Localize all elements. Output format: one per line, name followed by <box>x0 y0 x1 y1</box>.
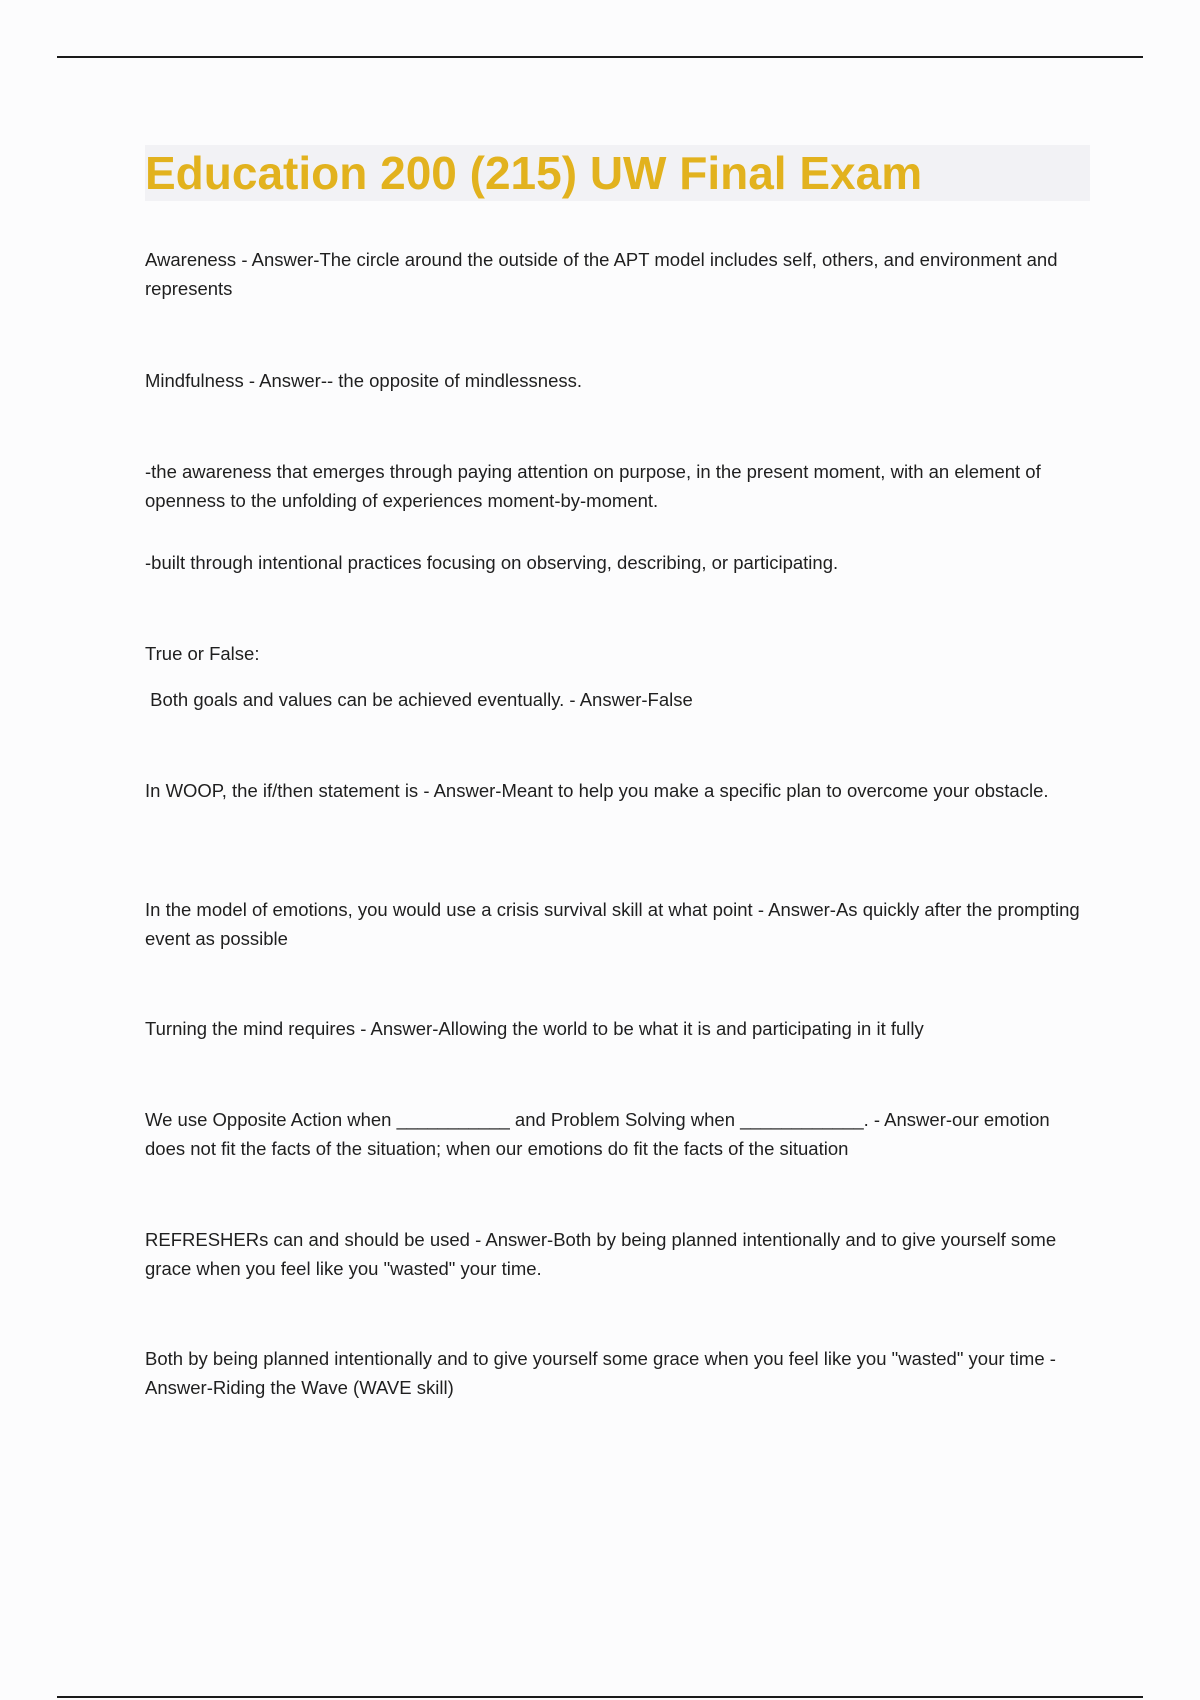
qa-item-turning-the-mind: Turning the mind requires - Answer-Allowing the world to be what it is and participating in it fully <box>145 1018 924 1039</box>
qa-item-woop: In WOOP, the if/then statement is - Answer-Meant to help you make a specific plan to overcome your obstacle. <box>145 780 1049 801</box>
qa-item-true-false-label: True or False: <box>145 643 260 664</box>
qa-item-refreshers: REFRESHERs can and should be used - Answer-Both by being planned intentionally and to give yourself some grace when you feel like you "wasted" your time. <box>145 1229 1057 1279</box>
qa-item-mindfulness-detail-1: -the awareness that emerges through paying attention on purpose, in the present moment, with an element of openness to the unfolding of experiences moment-by-moment. <box>145 461 1041 511</box>
title-banner <box>145 145 1090 201</box>
qa-item-riding-the-wave: Both by being planned intentionally and to give yourself some grace when you feel like you "wasted" your time - Answer-Riding the Wave (WAVE skill) <box>145 1348 1056 1398</box>
qa-item-awareness: Awareness - Answer-The circle around the outside of the APT model includes self, others, and environment and represents <box>145 249 1058 299</box>
document-body <box>145 145 1090 1398</box>
qa-item-mindfulness-detail-2: -built through intentional practices focusing on observing, describing, or participating. <box>145 552 839 573</box>
bottom-rule <box>57 1696 1143 1698</box>
qa-item-model-of-emotions: In the model of emotions, you would use a crisis survival skill at what point - Answer-As quickly after the prompting event as possible <box>145 899 1080 949</box>
document-title: Education 200 (215) UW Final Exam <box>145 147 923 199</box>
qa-item-opposite-action: We use Opposite Action when ___________ and Problem Solving when ____________. - Answer-our emotion does not fit the facts of the situation; when our emotions do fit the facts of the situation <box>145 1109 1050 1159</box>
qa-item-goals-values: Both goals and values can be achieved eventually. - Answer-False <box>145 689 693 710</box>
top-rule <box>57 56 1143 58</box>
qa-item-mindfulness: Mindfulness - Answer-- the opposite of mindlessness. <box>145 370 583 391</box>
